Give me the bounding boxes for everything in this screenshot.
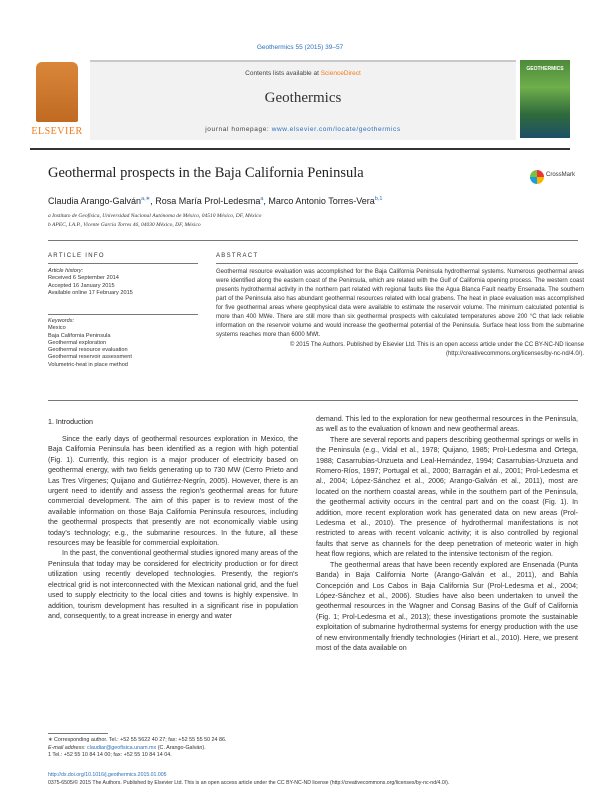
- journal-homepage: [90, 126, 516, 133]
- body-paragraph: The geothermal areas that have been recently explored are Ensenada (Punta Banda) in Baja California Norte (Arango-Galván et al., 2011), and Bahía Concepción and Los Cabos in Baja California Sur (Prol-Ledesma et al., 2004; López-Sánchez et al., 2006). Studies have also been undertaken to unveil the geothermal resources in the Wagner and Consag Basins of the Gulf of California (Fig. 1; Prol-Ledesma et al., 2013); these investigations promote the sustainable exploitation of submarine hydrothermal systems for energy production with the use of new environmentally friendly technologies (Hiriart et al., 2010). Here, we present most of the data available on: [316, 560, 578, 652]
- author-divider: [48, 240, 578, 241]
- abstract-heading-rule: [216, 263, 578, 264]
- body-paragraph: In the past, the conventional geothermal studies ignored many areas of the Peninsula that today may be considered for electricity production or for direct utilization using recently developed technologies. Presently, the region's electrical grid is not interconnected with the Mexican national grid, and the fuel used to supply electricity to the local cities and towns is highly expensive. In addition, tourism development has resulted in a significant rise in population and, consequently, to a great increase in energy and water: [48, 549, 298, 620]
- footnotes: [48, 737, 227, 760]
- history-accepted: Accepted 16 January 2015: [48, 282, 115, 289]
- footnote-email-line: [48, 745, 227, 753]
- crossmark-icon: [530, 170, 544, 184]
- article-info-heading: ARTICLE INFO: [48, 253, 105, 259]
- bottom-doi-block: [48, 772, 578, 787]
- journal-name: Geothermics: [264, 90, 342, 106]
- author-name: Rosa María Prol-Ledesma: [155, 196, 261, 206]
- abstract-heading: ABSTRACT: [216, 253, 259, 259]
- body-paragraph: Since the early days of geothermal resources exploration in Mexico, the Baja California Peninsula has been identified as a region with high potential (Fig. 1). Currently, this region is a major producer of electricity based on geothermal energy, with two fields generating up to 730 MW (Cerro Prieto and Las Tres Vírgenes; Quijano and Gutiérrez-Negrín, 2005). However, there is an urgent need to identify and assess the region's geothermal areas for future commercial development. The aim of this paper is to review most of the available information on those Baja California Peninsula resources, including the geothermal prospects that presently are not economically viable using today's technology; e.g., the submarine resources. In the future, all these resources may be feasible for commercial exploitation.: [48, 435, 298, 548]
- header-divider: [30, 148, 570, 150]
- abstract-body: [216, 268, 584, 359]
- email-link[interactable]: claudiar@geofisica.unam.mx: [86, 744, 157, 751]
- info-heading-rule: [48, 263, 198, 264]
- footnote-divider: [48, 733, 108, 734]
- keyword: Geothermal resource evaluation: [48, 347, 128, 354]
- author-name: Marco Antonio Torres-Vera: [268, 196, 375, 206]
- abstract-copyright: © 2015 The Authors. Published by Elsevier Ltd. This is an open access article under the CC BY-NC-ND license (http://creativecommons.org/licenses/by-nc-nd/4.0/).: [289, 342, 584, 357]
- history-label: Article history:: [48, 268, 84, 274]
- email-suffix: (C. Arango-Galván).: [157, 744, 206, 751]
- body-column-right: [316, 414, 578, 653]
- elsevier-wordmark: ELSEVIER: [31, 126, 83, 137]
- license-line: 0375-6505/© 2015 The Authors. Published by Elsevier Ltd. This is an open access article under the CC BY-NC-ND license (http://creativecommons.org/licenses/by-nc-nd/4.0/).: [48, 779, 450, 786]
- homepage-url-link[interactable]: www.elsevier.com/locate/geothermics: [271, 126, 401, 133]
- elsevier-logo[interactable]: [30, 62, 84, 140]
- crossmark-label: CrossMark: [546, 172, 576, 178]
- keyword: Mexico: [48, 325, 66, 332]
- author-affil-link[interactable]: b,1: [374, 196, 383, 202]
- elsevier-tree-icon: [36, 62, 78, 122]
- author-list: Claudia Arango-Galván$^{a,∗}$, Rosa María Prol-Ledesma$^a$, Marco Antonio Torres-Vera$^{b,1}$: [48, 196, 383, 206]
- affiliation-b: b APEC, I.A.P., Vicente García Torres 46, 04030 México, DF, México: [48, 222, 201, 228]
- affiliation-a: a Instituto de Geofísica, Universidad Nacional Autónoma de México, 04510 México, DF, México: [48, 213, 262, 219]
- contents-line: [90, 70, 516, 77]
- cover-title: GEOTHERMICS: [526, 66, 564, 72]
- footnote-tel: 1 Tel.: +52 55 10 84 14 00; fax: +52 55 10 84 14 04.: [48, 752, 172, 759]
- article-history: [48, 268, 133, 297]
- footnote-corresponding: ∗ Corresponding author. Tel.: +52 55 5622 40 27; fax: +52 55 55 50 24 86.: [48, 737, 227, 743]
- sciencedirect-link[interactable]: ScienceDirect: [320, 70, 361, 77]
- keyword: Baja California Peninsula: [48, 332, 111, 339]
- author-affil-link[interactable]: a,∗: [141, 196, 151, 202]
- body-column-left: [48, 434, 298, 621]
- homepage-label: journal homepage:: [205, 126, 270, 133]
- author-name: Claudia Arango-Galván: [48, 196, 142, 206]
- journal-header: [30, 60, 570, 145]
- body-paragraph: demand. This led to the exploration for new geothermal resources in the Peninsula, as well as to the evaluation of known and new geothermal areas.: [316, 415, 578, 434]
- abstract-text: Geothermal resource evaluation was accomplished for the Baja California Peninsula hydrothermal systems. Numerous geothermal areas were identified along the eastern coast of the Peninsula, which are related with the Gulf of California opening process. The western coast presents hydrothermal activity in the northern part related with regional faults like the Agua Blanca Fault nearby Ensenada. The southern part of the Peninsula also has abundant geothermal resources related with local grabens. The heat in place evaluation was accomplished for five geothermal areas where geophysical data were available to estimate the reservoir volume. The minimum calculated potential is more than 400 MWe. There are still more than six geothermal prospects with calculated temperatures above 200 °C that lack reliable information on the reservoir volume and would increase the geothermal potential of the Peninsula. Surface heat loss from the submarine systems reaches more than 6000 MWt.: [216, 269, 584, 338]
- section-heading-introduction: 1. Introduction: [48, 418, 93, 426]
- citation-line[interactable]: Geothermics 55 (2015) 39–57: [256, 44, 344, 51]
- header-center-panel: [90, 60, 516, 140]
- doi-link[interactable]: http://dx.doi.org/10.1016/j.geothermics.2015.01.005: [48, 772, 167, 778]
- body-paragraph: There are several reports and papers describing geothermal springs or wells in the Peninsula (e.g., Vidal et al., 1978; Quijano, 1985; Prol-Ledesma and Ortega, 1988; Casarrubias-Unzueta and Leal-Hernández, 1994; Casarrubias-Unzueta and Romero-Ríos, 1997; Portugal et al., 2000; Barragán et al., 2001; Prol-Ledesma et al., 2004; López-Sánchez et al., 2006; Arango-Galván et al., 2011), most are located on the northern coastal areas, while in the southern part of the Peninsula, the geothermal activity occurs in the central part and on the coast (Fig. 1). In addition, more recent exploration work has generated data on new areas (Prol-Ledesma et al., 2010). The presence of hydrothermal manifestations is not restricted to areas with recent volcanic activity; it is also controlled by regional faults that serve as channels for the deep penetration of meteoric water in high heat flow regions, which are related to the intensive tectonism of the region.: [316, 435, 578, 559]
- keywords-label: Keywords:: [48, 318, 75, 324]
- keyword: Volumetric-heat in place method: [48, 361, 128, 368]
- history-received: Received 6 September 2014: [48, 275, 119, 282]
- author-affil-link[interactable]: a: [260, 196, 264, 202]
- crossmark-badge[interactable]: [530, 168, 576, 188]
- contents-prefix: Contents lists available at: [245, 70, 319, 77]
- keyword: Geothermal reservoir assessment: [48, 354, 132, 361]
- keywords-block: [48, 318, 132, 369]
- article-title: Geothermal prospects in the Baja California Peninsula: [48, 165, 364, 181]
- keyword: Geothermal exploration: [48, 339, 107, 346]
- history-divider: [48, 314, 198, 315]
- journal-cover-image[interactable]: [520, 60, 570, 138]
- history-online: Available online 17 February 2015: [48, 289, 133, 296]
- abstract-divider: [48, 400, 578, 401]
- email-label: E-mail address:: [48, 744, 86, 751]
